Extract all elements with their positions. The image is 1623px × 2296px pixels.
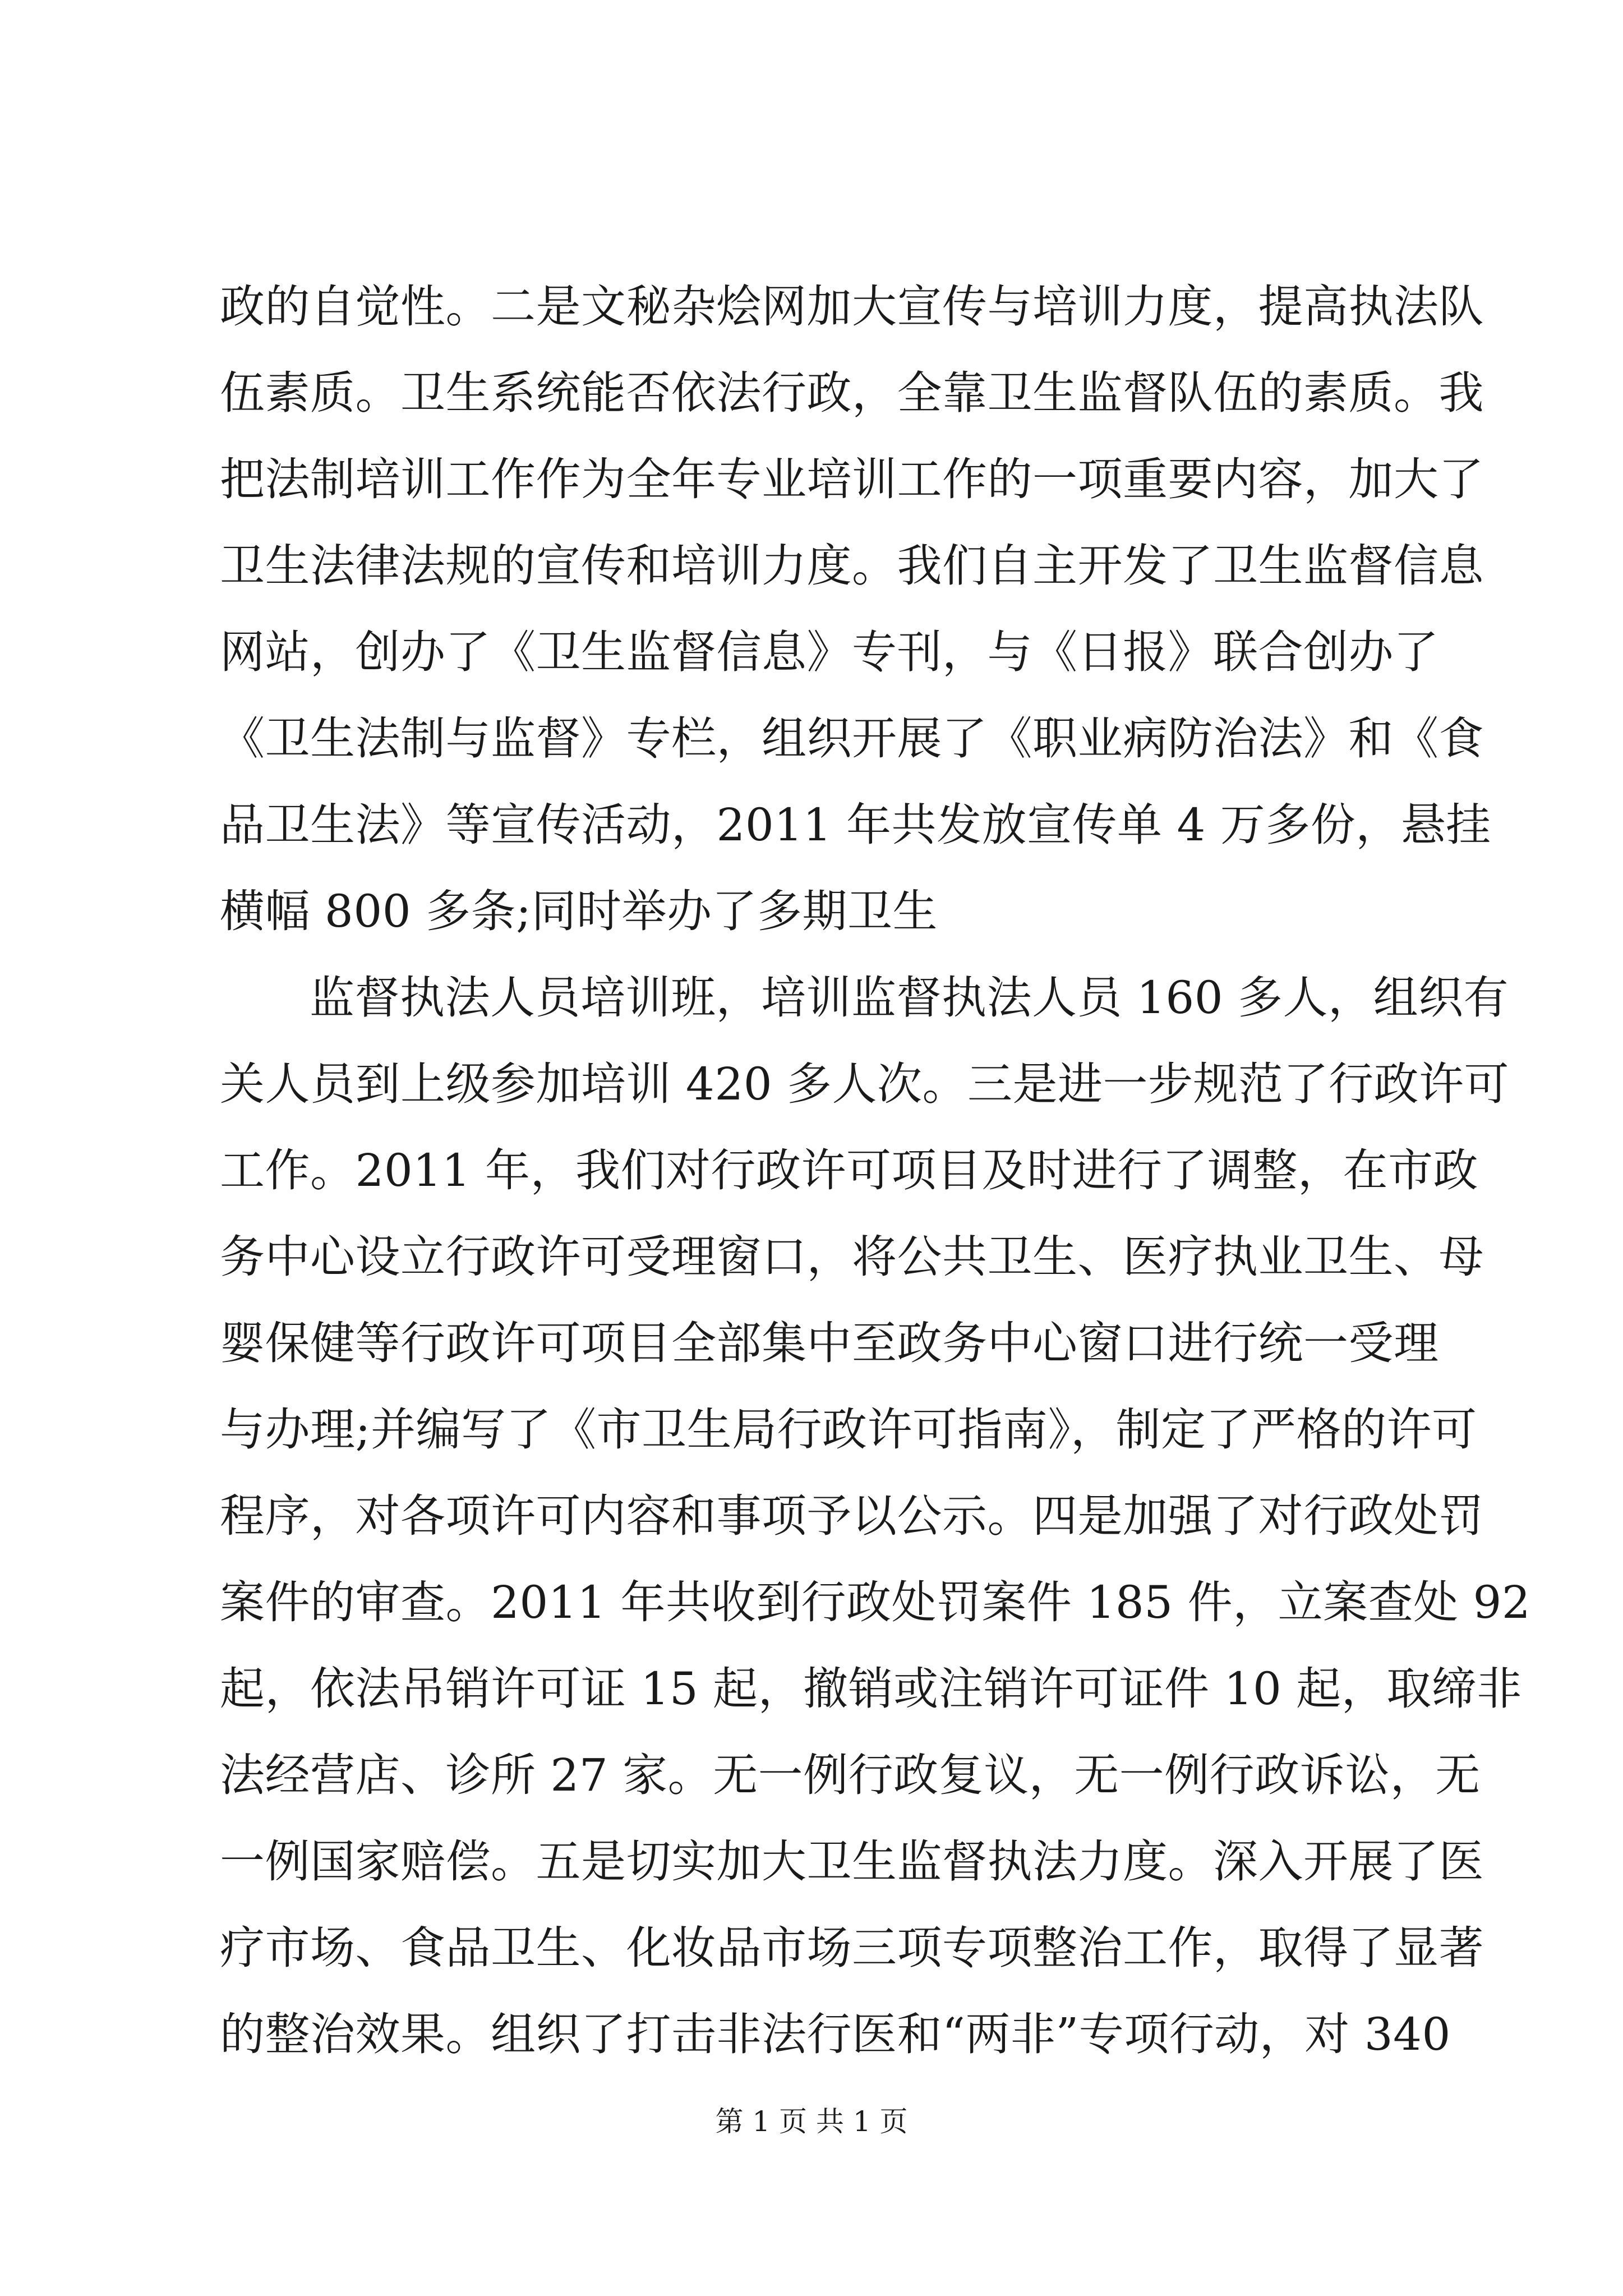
text-line: 把法制培训工作作为全年专业培训工作的一项重要内容，加大了 — [220, 453, 1484, 505]
text-line: 品卫生法》等宣传活动，2011 年共发放宣传单 4 万多份，悬挂 — [220, 799, 1491, 851]
text-line: 一例国家赔偿。五是切实加大卫生监督执法力度。深入开展了医 — [220, 1835, 1484, 1888]
text-line: 法经营店、诊所 27 家。无一例行政复议，无一例行政诉讼，无 — [220, 1749, 1481, 1801]
text-line: 网站，创办了《卫生监督信息》专刊，与《日报》联合创办了 — [220, 626, 1439, 678]
text-line: 横幅 800 多条;同时举办了多期卫生 — [220, 885, 938, 937]
text-line: 监督执法人员培训班，培训监督执法人员 160 多人，组织有 — [310, 972, 1509, 1024]
document-body — [220, 264, 1531, 2078]
text-line: 起，依法吊销许可证 15 起，撤销或注销许可证件 10 起，取缔非 — [220, 1663, 1522, 1715]
text-line: 的整治效果。组织了打击非法行医和“两非”专项行动，对 340 — [220, 2008, 1451, 2060]
text-line: 程序，对各项许可内容和事项予以公示。四是加强了对行政处罚 — [220, 1490, 1484, 1542]
text-line: 与办理;并编写了《市卫生局行政许可指南》，制定了严格的许可 — [220, 1404, 1477, 1456]
text-line: 工作。2011 年，我们对行政许可项目及时进行了调整，在市政 — [220, 1144, 1479, 1197]
text-line: 婴保健等行政许可项目全部集中至政务中心窗口进行统一受理 — [220, 1317, 1439, 1369]
text-line: 政的自觉性。二是文秘杂烩网加大宣传与培训力度，提高执法队 — [220, 280, 1484, 333]
text-line: 疗市场、食品卫生、化妆品市场三项专项整治工作，取得了显著 — [220, 1922, 1484, 1974]
text-line: 卫生法律法规的宣传和培训力度。我们自主开发了卫生监督信息 — [220, 540, 1484, 592]
text-line: 关人员到上级参加培训 420 多人次。三是进一步规范了行政许可 — [220, 1058, 1510, 1110]
text-line: 务中心设立行政许可受理窗口，将公共卫生、医疗执业卫生、母 — [220, 1231, 1484, 1283]
text-line: 《卫生法制与监督》专栏，组织开展了《职业病防治法》和《食 — [220, 712, 1484, 765]
page-footer: 第 1 页 共 1 页 — [715, 2105, 908, 2138]
text-line: 伍素质。卫生系统能否依法行政，全靠卫生监督队伍的素质。我 — [220, 367, 1484, 419]
text-line: 案件的审查。2011 年共收到行政处罚案件 185 件，立案查处 92 — [220, 1576, 1531, 1628]
